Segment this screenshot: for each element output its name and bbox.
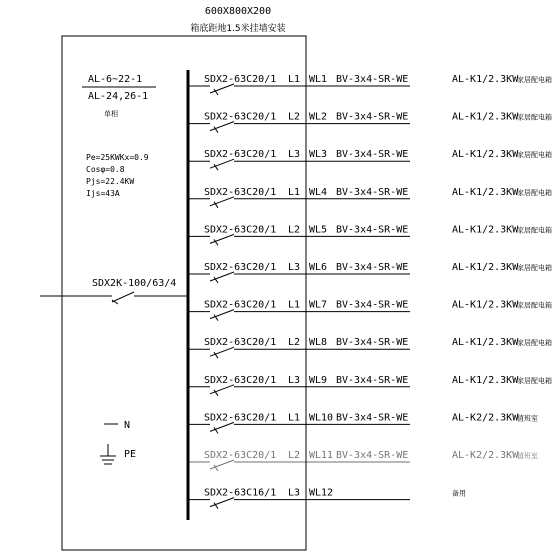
breaker-model: SDX2-63C20/1 bbox=[204, 186, 277, 198]
load-note: 家居配电箱 bbox=[517, 113, 552, 122]
earth-symbol bbox=[100, 444, 116, 464]
breaker-model: SDX2-63C20/1 bbox=[204, 111, 277, 123]
phase-label: L2 bbox=[288, 450, 301, 461]
breaker-model: SDX2-63C20/1 bbox=[204, 337, 277, 349]
phase-label: L3 bbox=[288, 487, 301, 499]
circuit-row bbox=[188, 488, 466, 509]
circuit-row bbox=[188, 450, 538, 471]
load-label: AL-K1/2.3KW bbox=[452, 299, 519, 311]
param-cos: Cosφ=0.8 bbox=[86, 165, 125, 174]
cable-spec: BV-3x4-SR-WE bbox=[336, 149, 409, 161]
load-label: AL-K1/2.3KW bbox=[452, 111, 519, 123]
main-switch-blade bbox=[112, 292, 134, 302]
circuit-number: WL7 bbox=[309, 299, 328, 311]
circuit-number: WL3 bbox=[309, 149, 328, 161]
cable-spec: BV-3x4-SR-WE bbox=[336, 186, 409, 198]
circuit-number: WL1 bbox=[309, 74, 328, 85]
cable-spec: BV-3x4-SR-WE bbox=[336, 299, 409, 311]
load-label: AL-K1/2.3KW bbox=[452, 74, 519, 85]
load-note: 家居配电箱 bbox=[517, 151, 552, 160]
breaker-blade bbox=[210, 84, 234, 93]
panel-id-sub: 单相 bbox=[104, 110, 118, 118]
breaker-model: SDX2-63C16/1 bbox=[204, 487, 277, 499]
breaker-blade bbox=[210, 498, 234, 507]
circuit-row bbox=[188, 187, 552, 208]
circuit-number: WL5 bbox=[309, 224, 328, 236]
breaker-model: SDX2-63C20/1 bbox=[204, 374, 277, 386]
circuit-number: WL8 bbox=[309, 337, 328, 349]
load-note: 值班室 bbox=[517, 414, 538, 423]
load-label: AL-K2/2.3KW bbox=[452, 412, 519, 424]
load-note: 家居配电箱 bbox=[517, 226, 552, 235]
load-note: 家居配电箱 bbox=[517, 301, 552, 310]
breaker-blade bbox=[210, 122, 234, 131]
load-label: AL-K1/2.3KW bbox=[452, 374, 519, 386]
breaker-model: SDX2-63C20/1 bbox=[204, 450, 277, 461]
circuit-number: WL2 bbox=[309, 111, 328, 123]
circuit-row bbox=[188, 375, 552, 396]
phase-label: L2 bbox=[288, 111, 301, 123]
load-note: 家居配电箱 bbox=[517, 339, 552, 348]
breaker-blade bbox=[210, 310, 234, 319]
phase-label: L2 bbox=[288, 224, 301, 236]
load-note: 家居配电箱 bbox=[517, 76, 552, 84]
breaker-model: SDX2-63C20/1 bbox=[204, 262, 277, 273]
mounting-note: 箱底距地1.5米挂墙安装 bbox=[190, 24, 286, 34]
phase-label: L3 bbox=[288, 262, 301, 273]
load-note: 家居配电箱 bbox=[517, 188, 552, 197]
phase-label: L3 bbox=[288, 374, 301, 386]
phase-label: L2 bbox=[288, 337, 301, 349]
cable-spec: BV-3x4-SR-WE bbox=[336, 374, 409, 386]
circuit-row bbox=[188, 300, 552, 321]
circuit-number: WL4 bbox=[309, 186, 328, 198]
cable-spec: BV-3x4-SR-WE bbox=[336, 412, 409, 424]
breaker-blade bbox=[210, 197, 234, 206]
panel-id-line1: AL-6~22-1 bbox=[88, 74, 143, 85]
param-pe: Pe=25KWKx=0.9 bbox=[86, 153, 149, 162]
load-label: AL-K2/2.3KW bbox=[452, 450, 519, 461]
cable-spec: BV-3x4-SR-WE bbox=[336, 337, 409, 349]
phase-label: L1 bbox=[288, 74, 301, 85]
breaker-model: SDX2-63C20/1 bbox=[204, 299, 277, 311]
circuit-number: WL10 bbox=[309, 412, 334, 424]
load-label: AL-K1/2.3KW bbox=[452, 149, 519, 161]
phase-label: L3 bbox=[288, 149, 301, 161]
cable-spec: BV-3x4-SR-WE bbox=[336, 224, 409, 236]
outgoing-circuits bbox=[188, 74, 552, 509]
circuit-row bbox=[188, 112, 552, 133]
phase-label: L1 bbox=[288, 412, 301, 424]
breaker-blade bbox=[210, 385, 234, 394]
phase-label: L1 bbox=[288, 299, 301, 311]
breaker-blade bbox=[210, 460, 234, 469]
circuit-row bbox=[188, 412, 538, 433]
load-note: 家居配电箱 bbox=[517, 264, 552, 272]
circuit-number: WL11 bbox=[309, 450, 334, 461]
load-note: 家居配电箱 bbox=[517, 376, 552, 385]
param-pjs: Pjs=22.4KW bbox=[86, 177, 135, 186]
phase-label: L1 bbox=[288, 186, 301, 198]
load-label: AL-K1/2.3KW bbox=[452, 337, 519, 349]
breaker-model: SDX2-63C20/1 bbox=[204, 74, 277, 85]
load-note: 备用 bbox=[452, 489, 466, 498]
cable-spec: BV-3x4-SR-WE bbox=[336, 111, 409, 123]
breaker-blade bbox=[210, 422, 234, 431]
panel-size-label: 600X800X200 bbox=[204, 6, 272, 17]
circuit-number: WL12 bbox=[309, 487, 334, 499]
load-label: AL-K1/2.3KW bbox=[452, 186, 519, 198]
breaker-blade bbox=[210, 347, 234, 356]
circuit-row bbox=[188, 262, 552, 283]
breaker-blade bbox=[210, 234, 234, 243]
main-switch-label: SDX2K-100/63/4 bbox=[92, 278, 177, 289]
circuit-number: WL6 bbox=[309, 262, 328, 273]
load-label: AL-K1/2.3KW bbox=[452, 224, 519, 236]
breaker-model: SDX2-63C20/1 bbox=[204, 224, 277, 236]
panel-id-line2: AL-24,26-1 bbox=[88, 91, 149, 102]
circuit-row bbox=[188, 74, 552, 95]
cable-spec: BV-3x4-SR-WE bbox=[336, 262, 409, 273]
cable-spec: BV-3x4-SR-WE bbox=[336, 450, 409, 461]
load-label: AL-K1/2.3KW bbox=[452, 262, 519, 273]
param-ijs: Ijs=43A bbox=[86, 189, 120, 198]
breaker-model: SDX2-63C20/1 bbox=[204, 412, 277, 424]
earth-label: PE bbox=[124, 449, 137, 460]
circuit-row bbox=[188, 337, 552, 358]
circuit-row bbox=[188, 224, 552, 245]
breaker-model: SDX2-63C20/1 bbox=[204, 149, 277, 161]
neutral-label: N bbox=[124, 420, 131, 431]
cable-spec: BV-3x4-SR-WE bbox=[336, 74, 409, 85]
circuit-number: WL9 bbox=[309, 374, 328, 386]
breaker-blade bbox=[210, 272, 234, 281]
circuit-row bbox=[188, 149, 552, 170]
load-note: 值班室 bbox=[517, 452, 538, 460]
breaker-blade bbox=[210, 159, 234, 168]
